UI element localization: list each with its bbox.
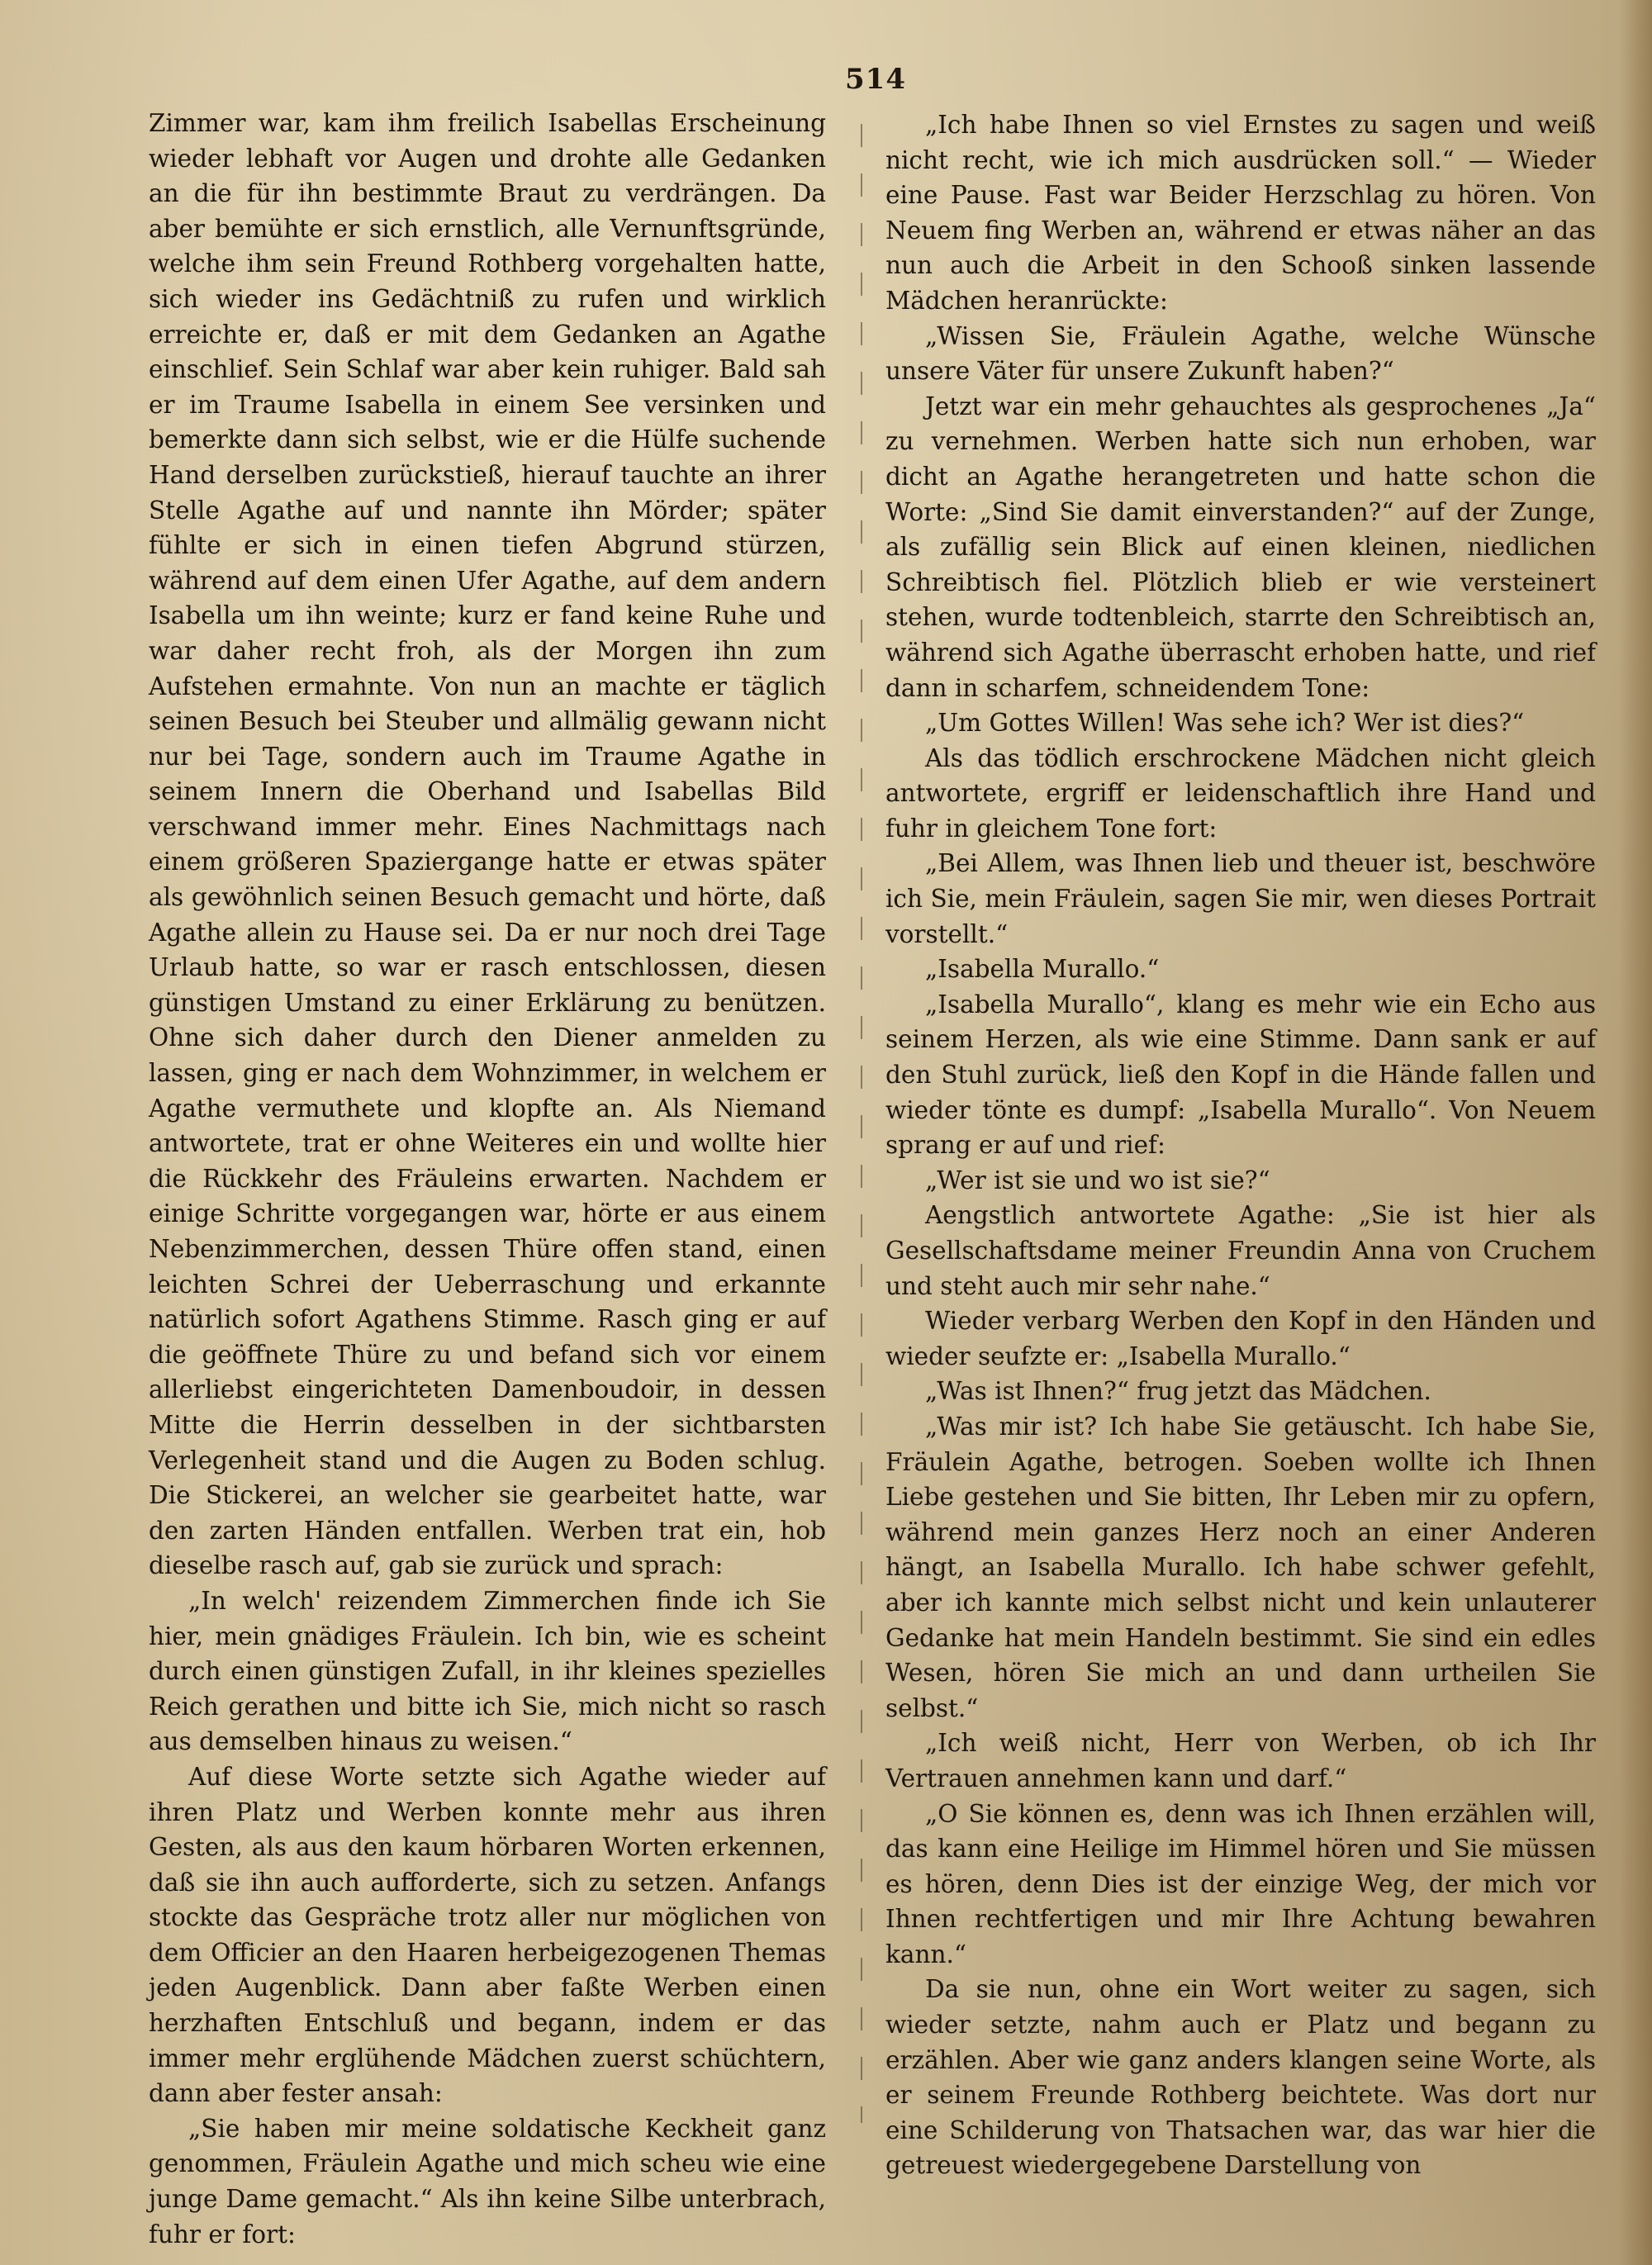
left-paragraph: Zimmer war, kam ihm freilich Isabellas Erscheinung wieder lebhaft vor Augen und drohte alle Gedanken an die für ihn bestimmte Braut zu verdrängen. Da aber bemühte er sich ernstlich, alle Vernunftsgründe, welche ihm sein Freund Rothberg vorgehalten hatte, sich wieder ins Gedächtniß zu rufen und wirklich erreichte er, daß er mit dem Gedanken an Agathe einschlief. Sein Schlaf war aber kein ruhiger. Bald sah er im Traume Isabella in einem See versinken und bemerkte dann sich selbst, wie er die Hülfe suchende Hand derselben zurückstieß, hierauf tauchte an ihrer Stelle Agathe auf und nannte ihn Mörder; später fühlte er sich in einen tiefen Abgrund stürzen, während auf dem einen Ufer Agathe, auf dem andern Isabella um ihn weinte; kurz er fand keine Ruhe und war daher recht froh, als der Morgen ihn zum Aufstehen ermahnte. Von nun an machte er täglich seinen Besuch bei Steuber und allmälig gewann nicht nur bei Tage, sondern auch im Traume Agathe in seinem Innern die Oberhand und Isabellas Bild verschwand immer mehr. Eines Nachmittags nach einem größeren Spaziergange hatte er etwas später als gewöhnlich seinen Besuch gemacht und hörte, daß Agathe allein zu Hause sei. Da er nur noch drei Tage Urlaub hatte, so war er rasch entschlossen, diesen günstigen Umstand zu einer Erklärung zu benützen. Ohne sich daher durch den Diener anmelden zu lassen, ging er nach dem Wohnzimmer, in welchem er Agathe vermuthete und klopfte an. Als Niemand antwortete, trat er ohne Weiteres ein und wollte hier die Rückkehr des Fräuleins erwarten. Nachdem er einige Schritte vorgegangen war, hörte er aus einem Nebenzimmerchen, dessen Thüre offen stand, einen leichten Schrei der Ueberraschung und erkannte natürlich sofort Agathens Stimme. Rasch ging er auf die geöffnete Thüre zu und befand sich vor einem allerliebst eingerichteten Damenboudoir, in dessen Mitte die Herrin desselben in der sichtbarsten Verlegenheit stand und die Augen zu Boden schlug. Die Stickerei, an welcher sie gearbeitet hatte, war den zarten Händen entfallen. Werben trat ein, hob dieselbe rasch auf, gab sie zurück und sprach:: [149, 109, 826, 1580]
right-paragraph: Jetzt war ein mehr gehauchtes als gesprochenes „Ja“ zu vernehmen. Werben hatte sich nun erhoben, war dicht an Agathe herangetreten und hatte schon die Worte: „Sind Sie damit einverstanden?“ auf der Zunge, als zufällig sein Blick auf einen kleinen, niedlichen Schreibtisch fiel. Plötzlich blieb er wie versteinert stehen, wurde todtenbleich, starrte den Schreibtisch an, während sich Agathe überrascht erhoben hatte, und rief dann in scharfem, schneidendem Tone:: [885, 392, 1596, 702]
right-paragraph: Als das tödlich erschrockene Mädchen nicht gleich antwortete, ergriff er leidenschaftlich ihre Hand und fuhr in gleichem Tone fort:: [885, 743, 1596, 843]
right-paragraph: „Um Gottes Willen! Was sehe ich? Wer ist dies?“: [925, 709, 1525, 738]
right-paragraph: „O Sie können es, denn was ich Ihnen erzählen will, das kann eine Heilige im Himmel hören und Sie müssen es hören, denn Dies ist der einzige Weg, der mich vor Ihnen rechtfertigen und mir Ihre Achtung bewahren kann.“: [885, 1799, 1596, 1968]
left-paragraph: „In welch' reizendem Zimmerchen finde ich Sie hier, mein gnädiges Fräulein. Ich bin, wie es scheint durch einen günstigen Zufall, in ihr kleines spezielles Reich gerathen und bitte ich Sie, mich nicht so rasch aus demselben hinaus zu weisen.“: [149, 1586, 826, 1756]
right-paragraph: „Bei Allem, was Ihnen lieb und theuer ist, beschwöre ich Sie, mein Fräulein, sagen Sie mir, wen dieses Portrait vorstellt.“: [885, 849, 1596, 948]
left-paragraph: „Sie haben mir meine soldatische Keckheit ganz genommen, Fräulein Agathe und mich scheu wie eine junge Dame gemacht.“ Als ihn keine Silbe unterbrach, fuhr er fort:: [149, 2114, 826, 2248]
right-paragraph: „Was mir ist? Ich habe Sie getäuscht. Ich habe Sie, Fräulein Agathe, betrogen. Soeben wollte ich Ihnen Liebe gestehen und Sie bitten, Ihr Leben mir zu opfern, während mein ganzes Herz noch an einer Anderen hängt, an Isabella Murallo. Ich habe schwer gefehlt, aber ich kannte mich selbst nicht und kein unlauterer Gedanke hat mein Handeln bestimmt. Sie sind ein edles Wesen, hören Sie mich an und dann urtheilen Sie selbst.“: [885, 1412, 1596, 1722]
right-paragraph: Aengstlich antwortete Agathe: „Sie ist hier als Gesellschaftsdame meiner Freundin Anna von Cruchem und steht auch mir sehr nahe.“: [885, 1201, 1596, 1300]
column-divider: [861, 124, 862, 2123]
page-number: 514: [845, 63, 906, 96]
right-paragraph: „Isabella Murallo“, klang es mehr wie ein Echo aus seinem Herzen, als wie eine Stimme. Dann sank er auf den Stuhl zurück, ließ den Kopf in die Hände fallen und wieder tönte es dumpf: „Isabella Murallo“. Von Neuem sprang er auf und rief:: [885, 990, 1596, 1160]
right-paragraph: „Isabella Murallo.“: [925, 955, 1160, 984]
left-paragraph: Auf diese Worte setzte sich Agathe wieder auf ihren Platz und Werben konnte mehr aus ihren Gesten, als aus den kaum hörbaren Worten erkennen, daß sie ihn auch aufforderte, sich zu setzen. Anfangs stockte das Gespräche trotz aller nur möglichen von dem Officier an den Haaren herbeigezogenen Themas jeden Augenblick. Dann aber faßte Werben einen herzhaften Entschluß und begann, indem er das immer mehr erglühende Mädchen zuerst schüchtern, dann aber fester ansah:: [149, 1762, 826, 2108]
page-edge-shadow: [1619, 0, 1652, 2265]
right-paragraph: Da sie nun, ohne ein Wort weiter zu sagen, sich wieder setzte, nahm auch er Platz und begann zu erzählen. Aber wie ganz anders klangen seine Worte, als er seinem Freunde Rothberg beichtete. Was dort nur eine Schilderung von Thatsachen war, das war hier die getreuest wiedergegebene Darstellung von: [885, 1975, 1596, 2180]
right-column: [885, 107, 1596, 2183]
right-paragraph: „Wer ist sie und wo ist sie?“: [925, 1166, 1270, 1194]
right-paragraph: Wieder verbarg Werben den Kopf in den Händen und wieder seufzte er: „Isabella Murallo.“: [885, 1307, 1596, 1370]
left-column: [149, 106, 826, 2252]
right-paragraph: „Wissen Sie, Fräulein Agathe, welche Wünsche unsere Väter für unsere Zukunft haben?“: [885, 321, 1596, 386]
right-paragraph: „Ich weiß nicht, Herr von Werben, ob ich Ihr Vertrauen annehmen kann und darf.“: [885, 1729, 1596, 1793]
right-paragraph: „Ich habe Ihnen so viel Ernstes zu sagen und weiß nicht recht, wie ich mich ausdrücken soll.“ — Wieder eine Pause. Fast war Beider Herzschlag zu hören. Von Neuem fing Werben an, während er etwas näher an das nun auch die Arbeit in den Schooß sinken lassende Mädchen heranrückte:: [885, 111, 1596, 315]
right-paragraph: „Was ist Ihnen?“ frug jetzt das Mädchen.: [925, 1377, 1431, 1406]
